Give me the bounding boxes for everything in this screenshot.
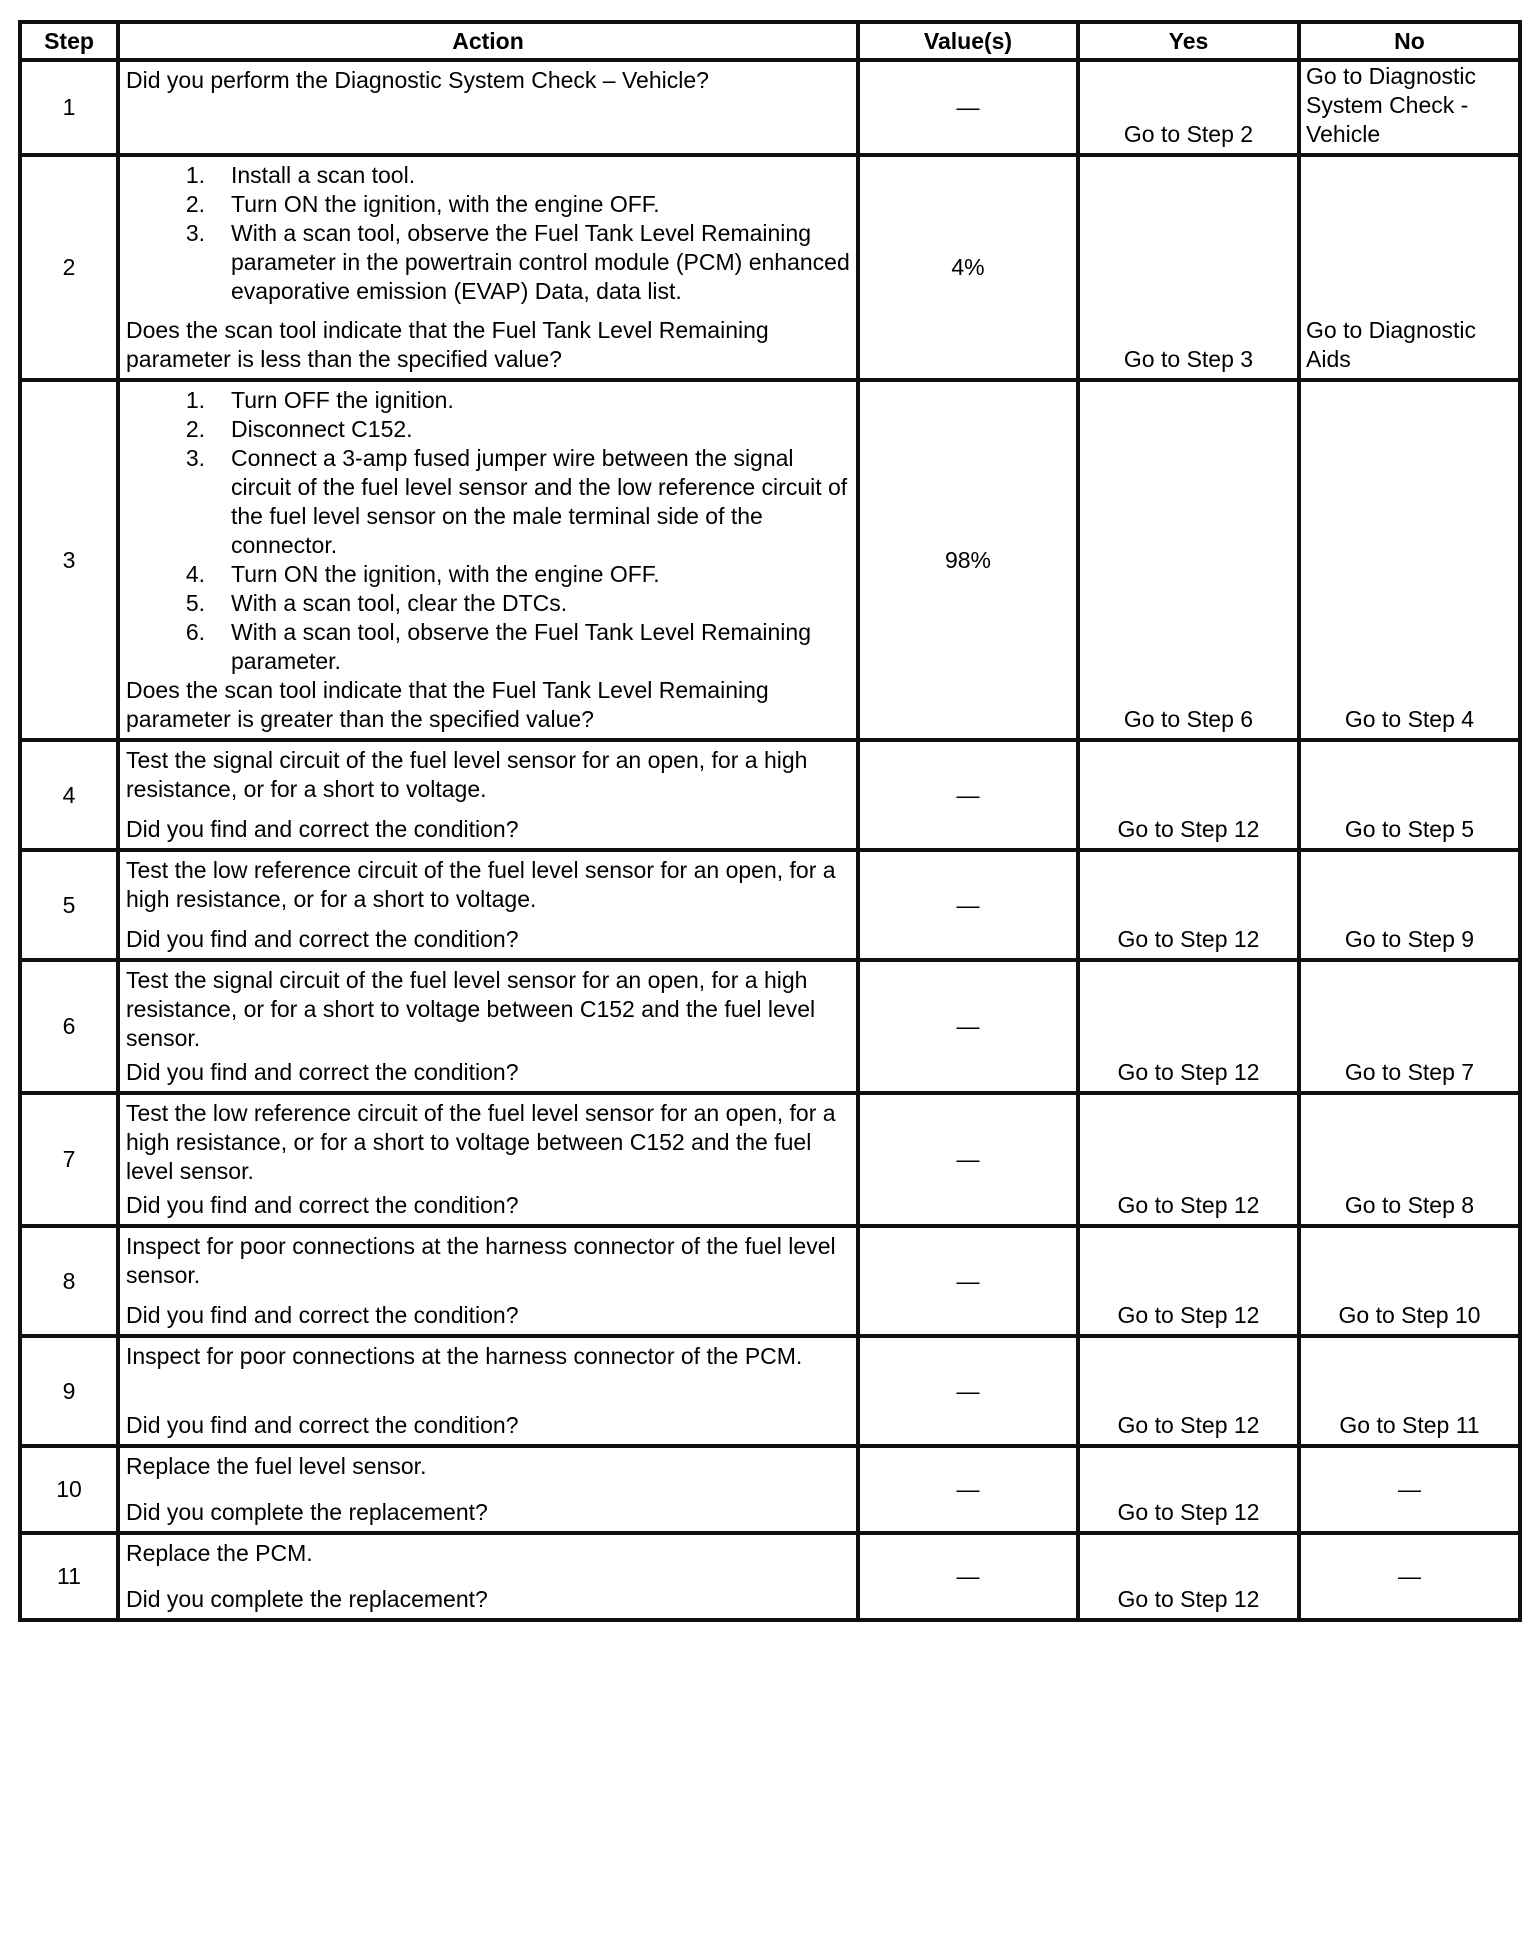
no-cell	[1299, 1446, 1520, 1533]
no-cell-line: —	[1398, 1563, 1421, 1589]
no-cell-line: Go to Step 10	[1338, 1302, 1481, 1328]
no-cell-line: —	[1398, 1476, 1421, 1502]
list-item	[126, 618, 850, 676]
table-row	[20, 1093, 1520, 1226]
no-cell-line: Aids	[1306, 346, 1351, 372]
header-yes: Yes	[1078, 22, 1299, 60]
action-question: Does the scan tool indicate that the Fuel Tank Level Remaining parameter is greater than the specified value?	[126, 677, 769, 732]
header-action: Action	[118, 22, 858, 60]
no-cell	[1299, 155, 1520, 380]
action-cell	[118, 850, 858, 960]
no-cell-line: System Check -	[1306, 92, 1469, 118]
no-cell	[1299, 1533, 1520, 1620]
table-row	[20, 380, 1520, 740]
action-steps-list	[126, 161, 850, 306]
no-cell	[1299, 1226, 1520, 1336]
action-question: Did you complete the replacement?	[126, 1499, 488, 1525]
value-cell: —	[858, 1446, 1078, 1533]
step-number: 1	[20, 60, 118, 155]
table-row	[20, 1446, 1520, 1533]
yes-cell: Go to Step 12	[1078, 1226, 1299, 1336]
action-question: Did you find and correct the condition?	[126, 1412, 519, 1438]
list-item-text: With a scan tool, observe the Fuel Tank Level Remaining parameter in the powertrain control module (PCM) enhanced evaporative emission (EVAP) Data, data list.	[231, 220, 850, 304]
value-cell: —	[858, 740, 1078, 850]
action-cell	[118, 740, 858, 850]
list-item-text: Turn ON the ignition, with the engine OFF.	[231, 191, 660, 217]
value-cell: —	[858, 1533, 1078, 1620]
value-cell: —	[858, 1226, 1078, 1336]
table-row	[20, 740, 1520, 850]
action-question: Did you find and correct the condition?	[126, 1059, 519, 1085]
step-number: 6	[20, 960, 118, 1093]
list-item	[126, 415, 850, 444]
list-item-text: Connect a 3-amp fused jumper wire between the signal circuit of the fuel level sensor and the low reference circuit of the fuel level sensor on the male terminal side of the connector.	[231, 445, 848, 558]
header-no: No	[1299, 22, 1520, 60]
yes-cell: Go to Step 12	[1078, 1446, 1299, 1533]
yes-cell: Go to Step 12	[1078, 740, 1299, 850]
action-steps-list	[126, 386, 850, 676]
table-row	[20, 850, 1520, 960]
action-question: Does the scan tool indicate that the Fuel Tank Level Remaining parameter is less than the specified value?	[126, 317, 769, 372]
list-item-number: 6.	[185, 619, 205, 645]
yes-cell: Go to Step 12	[1078, 1093, 1299, 1226]
diagnostic-table	[18, 20, 1522, 1622]
no-cell-line: Go to Step 7	[1344, 1059, 1475, 1085]
value-cell: —	[858, 60, 1078, 155]
list-item-number: 1.	[185, 162, 205, 188]
action-cell	[118, 1446, 858, 1533]
list-item	[126, 560, 850, 589]
value-cell: —	[858, 960, 1078, 1093]
yes-cell: Go to Step 6	[1078, 380, 1299, 740]
action-cell	[118, 1336, 858, 1446]
step-number: 2	[20, 155, 118, 380]
list-item-text: With a scan tool, clear the DTCs.	[231, 590, 568, 616]
value-cell: 98%	[858, 380, 1078, 740]
table-row	[20, 960, 1520, 1093]
value-cell: —	[858, 1336, 1078, 1446]
step-number: 8	[20, 1226, 118, 1336]
action-cell	[118, 1093, 858, 1226]
step-number: 10	[20, 1446, 118, 1533]
action-cell	[118, 380, 858, 740]
no-cell-line: Vehicle	[1306, 121, 1381, 147]
action-question: Did you find and correct the condition?	[126, 1192, 519, 1218]
list-item-number: 3.	[185, 220, 205, 246]
yes-cell: Go to Step 12	[1078, 850, 1299, 960]
step-number: 11	[20, 1533, 118, 1620]
action-question: Did you find and correct the condition?	[126, 926, 519, 952]
action-instruction: Replace the fuel level sensor.	[126, 1453, 427, 1479]
action-question: Did you find and correct the condition?	[126, 816, 519, 842]
value-cell: —	[858, 1093, 1078, 1226]
no-cell-line: Go to Diagnostic	[1306, 63, 1477, 89]
step-number: 7	[20, 1093, 118, 1226]
table-row	[20, 1533, 1520, 1620]
no-cell	[1299, 1336, 1520, 1446]
action-instruction: Did you perform the Diagnostic System Check – Vehicle?	[126, 67, 709, 93]
list-item-number: 2.	[185, 191, 205, 217]
step-number: 9	[20, 1336, 118, 1446]
no-cell-line: Go to Step 11	[1339, 1412, 1480, 1438]
table-row	[20, 155, 1520, 380]
step-number: 3	[20, 380, 118, 740]
list-item-text: Disconnect C152.	[231, 416, 413, 442]
list-item-number: 2.	[185, 416, 205, 442]
list-item	[126, 190, 850, 219]
no-cell-line: Go to Step 9	[1344, 926, 1475, 952]
action-instruction: Inspect for poor connections at the harness connector of the PCM.	[126, 1343, 803, 1369]
header-step: Step	[20, 22, 118, 60]
table-row	[20, 60, 1520, 155]
action-cell	[118, 60, 858, 155]
no-cell	[1299, 850, 1520, 960]
yes-cell: Go to Step 3	[1078, 155, 1299, 380]
list-item	[126, 219, 850, 306]
yes-cell: Go to Step 12	[1078, 1336, 1299, 1446]
no-cell-line: Go to Step 8	[1344, 1192, 1475, 1218]
no-cell-line: Go to Step 5	[1344, 816, 1475, 842]
header-values: Value(s)	[858, 22, 1078, 60]
yes-cell: Go to Step 12	[1078, 1533, 1299, 1620]
action-cell	[118, 1533, 858, 1620]
step-number: 4	[20, 740, 118, 850]
action-instruction: Test the low reference circuit of the fuel level sensor for an open, for a high resistance, or for a short to voltage between C152 and the fuel level sensor.	[126, 1100, 836, 1184]
list-item-number: 3.	[185, 445, 205, 471]
no-cell-line: Go to Diagnostic	[1306, 317, 1477, 343]
no-cell	[1299, 380, 1520, 740]
table-row	[20, 1336, 1520, 1446]
list-item-text: With a scan tool, observe the Fuel Tank Level Remaining parameter.	[231, 619, 811, 674]
yes-cell: Go to Step 2	[1078, 60, 1299, 155]
list-item-number: 5.	[185, 590, 205, 616]
table-row	[20, 1226, 1520, 1336]
step-number: 5	[20, 850, 118, 960]
value-cell: 4%	[858, 155, 1078, 380]
action-instruction: Test the signal circuit of the fuel level sensor for an open, for a high resistance, or for a short to voltage between C152 and the fuel level sensor.	[126, 967, 816, 1051]
action-cell	[118, 155, 858, 380]
list-item	[126, 161, 850, 190]
action-instruction: Test the signal circuit of the fuel level sensor for an open, for a high resistance, or for a short to voltage.	[126, 747, 808, 802]
action-instruction: Test the low reference circuit of the fuel level sensor for an open, for a high resistance, or for a short to voltage.	[126, 857, 836, 912]
action-question: Did you complete the replacement?	[126, 1586, 488, 1612]
action-question: Did you find and correct the condition?	[126, 1302, 519, 1328]
no-cell	[1299, 960, 1520, 1093]
action-cell	[118, 960, 858, 1093]
list-item-text: Turn ON the ignition, with the engine OFF.	[231, 561, 660, 587]
value-cell: —	[858, 850, 1078, 960]
table-body	[20, 60, 1520, 1620]
header-row	[20, 22, 1520, 60]
list-item-number: 1.	[185, 387, 205, 413]
action-instruction: Replace the PCM.	[126, 1540, 313, 1566]
diagnostic-table-sheet	[18, 20, 1518, 1622]
no-cell	[1299, 60, 1520, 155]
yes-cell: Go to Step 12	[1078, 960, 1299, 1093]
list-item	[126, 386, 850, 415]
no-cell	[1299, 740, 1520, 850]
no-cell	[1299, 1093, 1520, 1226]
no-cell-line: Go to Step 4	[1344, 706, 1475, 732]
list-item	[126, 444, 850, 560]
list-item	[126, 589, 850, 618]
action-instruction: Inspect for poor connections at the harness connector of the fuel level sensor.	[126, 1233, 836, 1288]
list-item-text: Turn OFF the ignition.	[231, 387, 454, 413]
list-item-text: Install a scan tool.	[231, 162, 416, 188]
action-cell	[118, 1226, 858, 1336]
list-item-number: 4.	[185, 561, 205, 587]
